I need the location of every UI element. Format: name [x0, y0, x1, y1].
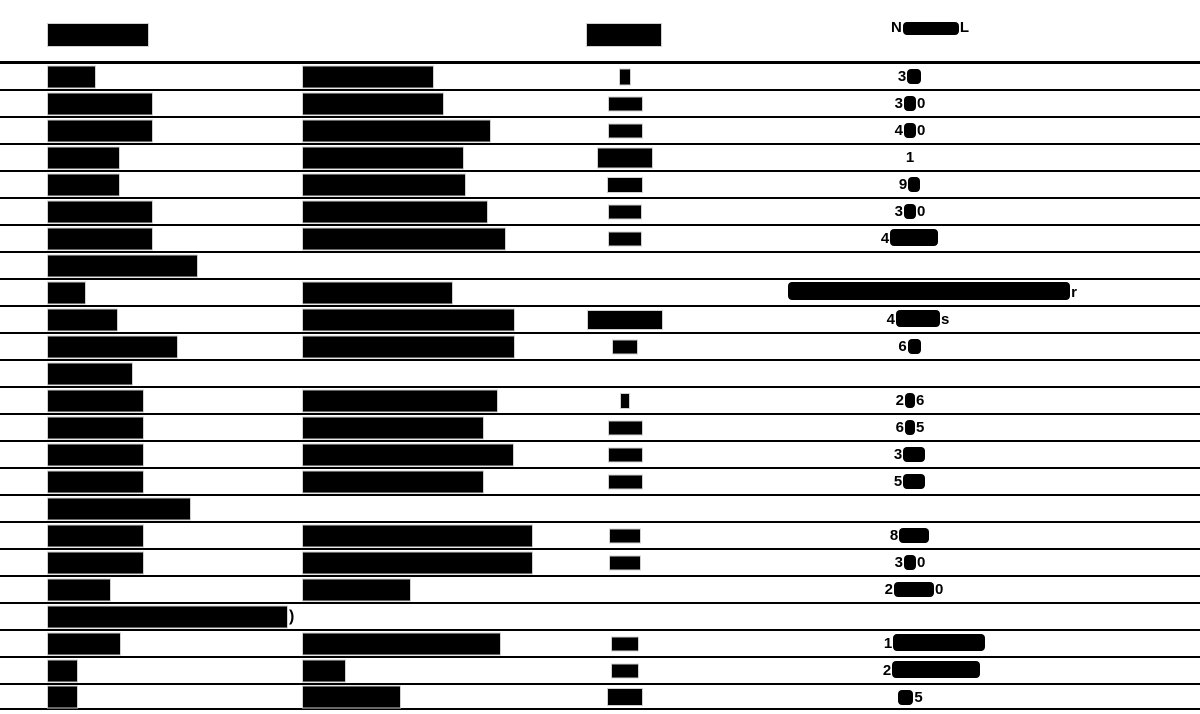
value-text: 2: [884, 581, 893, 598]
redaction-bar-name: [48, 93, 152, 114]
value-text: 6: [916, 392, 925, 409]
table-row: [0, 278, 1200, 305]
value-redaction-bar: [903, 447, 925, 462]
redaction-bar-section: [48, 606, 287, 627]
redaction-bar-name: [48, 336, 177, 357]
value-redaction-bar: [907, 69, 921, 84]
redaction-bar-section: [48, 363, 132, 384]
redaction-bar-result: [303, 201, 487, 222]
redaction-bar-result: [303, 336, 514, 357]
redaction-bar-result: [303, 471, 483, 492]
section-header-row: [0, 251, 1200, 278]
value-cell: [700, 172, 1120, 197]
redaction-bar-result: [303, 660, 345, 681]
value-cell: [700, 442, 1120, 467]
redaction-bar-result: [303, 174, 465, 195]
redaction-bar-flag: [620, 69, 630, 84]
redaction-bar-name: [48, 282, 85, 303]
redaction-bar-result: [303, 686, 400, 707]
redaction-bar-result: [303, 552, 532, 573]
table-row: [0, 683, 1200, 710]
value-redaction-bar: [903, 474, 925, 489]
value-text: L: [959, 19, 969, 36]
redaction-bar-name: [48, 471, 143, 492]
value-cell: [708, 307, 1128, 332]
table-row: [0, 548, 1200, 575]
table-row: [0, 413, 1200, 440]
redaction-bar-section: [48, 255, 197, 276]
redaction-bar-flag: [609, 448, 642, 461]
value-cell: [720, 0, 1140, 61]
value-text: 6: [898, 338, 907, 355]
value-text: 5: [914, 689, 923, 706]
redaction-bar-result: [303, 66, 433, 87]
redaction-bar-name: [48, 390, 143, 411]
table-row: [0, 143, 1200, 170]
table-row: [0, 197, 1200, 224]
value-cell: [700, 550, 1120, 575]
redaction-bar-flag: [609, 232, 641, 245]
redaction-bar-flag: [612, 664, 638, 677]
value-cell: [722, 658, 1142, 683]
redaction-bar-flag: [598, 148, 652, 167]
value-text: 9: [898, 176, 908, 193]
value-cell: [722, 280, 1142, 305]
redaction-bar-flag: [609, 475, 642, 488]
value-text: 0: [917, 203, 926, 220]
redaction-bar-result: [303, 93, 443, 114]
redaction-bar-name: [48, 66, 95, 87]
value-text: N: [890, 19, 902, 36]
value-redaction-bar: [898, 690, 913, 705]
value-text: 3: [897, 68, 907, 85]
redaction-bar-result: [303, 228, 505, 249]
redaction-bar-flag: [610, 556, 640, 569]
value-cell: [704, 577, 1124, 602]
value-redaction-bar: [894, 582, 934, 597]
redaction-bar-result: [303, 390, 497, 411]
value-redaction-bar: [892, 661, 980, 678]
redaction-bar-flag: [609, 124, 642, 137]
value-text: r: [1071, 284, 1077, 301]
value-cell: [700, 523, 1120, 548]
redaction-bar-name: [48, 686, 77, 707]
redaction-bar-flag: [612, 637, 638, 650]
redaction-bar-name: [48, 120, 152, 141]
table-row: [0, 656, 1200, 683]
table-row: [0, 305, 1200, 332]
redaction-bar-header-flag: [587, 24, 661, 46]
value-text: 3: [894, 95, 903, 112]
redaction-bar-flag: [608, 178, 642, 192]
redaction-bar-name: [48, 147, 119, 168]
table-row: [0, 521, 1200, 548]
value-text: 0: [917, 122, 926, 139]
table-row: [0, 386, 1200, 413]
value-redaction-bar: [908, 339, 921, 354]
redaction-bar-flag: [610, 529, 640, 542]
value-text: 0: [917, 554, 926, 571]
value-cell: [700, 64, 1120, 89]
value-cell: [700, 334, 1120, 359]
redaction-bar-result: [303, 309, 514, 330]
value-cell: [700, 145, 1120, 170]
redaction-bar-result: [303, 525, 532, 546]
redaction-bar-header-name: [48, 24, 148, 46]
value-text: 2: [882, 662, 892, 679]
table-row: [0, 170, 1200, 197]
redaction-bar-result: [303, 282, 452, 303]
value-cell: [700, 118, 1120, 143]
value-text: 5: [893, 473, 903, 490]
redaction-bar-name: [48, 444, 143, 465]
table-row: [0, 629, 1200, 656]
section-suffix-text: ): [289, 607, 295, 625]
value-text: 4: [894, 122, 903, 139]
value-text: 5: [916, 419, 925, 436]
value-cell: [700, 469, 1120, 494]
redaction-bar-result: [303, 633, 500, 654]
value-redaction-bar: [905, 420, 915, 435]
value-cell: [700, 226, 1120, 251]
redaction-bar-flag: [608, 689, 642, 705]
redaction-bar-section: [48, 498, 190, 519]
value-cell: [700, 91, 1120, 116]
value-cell: [725, 631, 1145, 656]
redaction-bar-name: [48, 201, 152, 222]
table-row: [0, 440, 1200, 467]
section-header-row: [0, 359, 1200, 386]
redaction-bar-name: [48, 579, 110, 600]
value-text: s: [941, 311, 950, 328]
redaction-bar-name: [48, 228, 152, 249]
value-text: 1: [905, 149, 915, 166]
table-row: [0, 332, 1200, 359]
value-text: 3: [894, 554, 903, 571]
table-header-row: [0, 0, 1200, 62]
redaction-bar-name: [48, 174, 119, 195]
table-row: [0, 467, 1200, 494]
value-redaction-bar: [905, 393, 915, 408]
table-row: [0, 224, 1200, 251]
value-redaction-bar: [904, 123, 916, 138]
value-redaction-bar: [896, 310, 940, 327]
redaction-bar-flag: [609, 421, 642, 434]
table-row: [0, 89, 1200, 116]
redaction-bar-result: [303, 147, 463, 168]
redaction-bar-flag: [621, 394, 629, 408]
value-redaction-bar: [904, 555, 916, 570]
value-text: 0: [917, 95, 926, 112]
value-redaction-bar: [903, 22, 959, 35]
value-redaction-bar: [899, 528, 929, 543]
value-text: 4: [880, 230, 890, 247]
redaction-bar-flag: [609, 97, 642, 110]
value-text: 3: [893, 446, 903, 463]
value-text: 1: [883, 635, 893, 652]
table-row: [0, 575, 1200, 602]
value-redaction-bar: [904, 204, 916, 219]
value-redaction-bar: [890, 229, 938, 246]
value-redaction-bar: [904, 96, 916, 111]
section-header-row: [0, 494, 1200, 521]
value-text: 0: [935, 581, 944, 598]
value-text: 2: [895, 392, 904, 409]
redaction-bar-name: [48, 633, 120, 654]
value-text: 3: [894, 203, 903, 220]
redaction-bar-result: [303, 417, 483, 438]
section-header-row: [0, 602, 1200, 629]
redaction-bar-name: [48, 309, 117, 330]
table-row: [0, 62, 1200, 89]
redaction-bar-name: [48, 525, 143, 546]
value-text: 4: [886, 311, 895, 328]
redaction-bar-result: [303, 579, 410, 600]
redaction-bar-name: [48, 660, 77, 681]
value-cell: [700, 415, 1120, 440]
redaction-bar-result: [303, 120, 490, 141]
value-text: 6: [895, 419, 904, 436]
table-body: [0, 62, 1200, 710]
value-cell: [700, 388, 1120, 413]
redaction-bar-name: [48, 417, 143, 438]
redaction-bar-flag: [613, 340, 637, 353]
value-cell: [700, 685, 1120, 708]
redaction-bar-name: [48, 552, 143, 573]
value-redaction-bar: [908, 177, 920, 192]
redaction-bar-flag: [609, 205, 641, 218]
value-redaction-bar: [893, 634, 985, 651]
value-text: 8: [889, 527, 899, 544]
value-redaction-bar: [788, 282, 1070, 300]
value-cell: [700, 199, 1120, 224]
table-row: [0, 116, 1200, 143]
redaction-bar-flag: [588, 311, 662, 329]
redaction-bar-result: [303, 444, 513, 465]
